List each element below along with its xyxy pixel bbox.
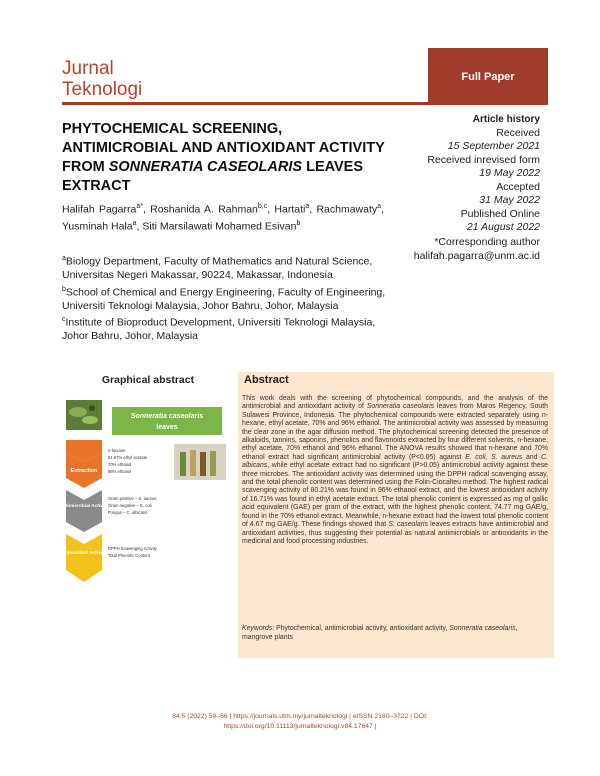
revised-label: Received inrevised form bbox=[427, 153, 540, 166]
author-mark: a bbox=[132, 219, 137, 227]
published-label: Published Online bbox=[460, 207, 540, 220]
revised-date: 19 May 2022 bbox=[479, 167, 540, 179]
corresponding-author bbox=[340, 236, 540, 263]
antimicrobial-item: Gram negative – E. coli bbox=[108, 503, 152, 508]
keywords-species: Sonneratia caseolaris bbox=[449, 625, 516, 632]
footer-line1[interactable]: 84:5 (2022) 59–66 | https://journals.utm.my/jurnalteknologi | eISSN 2180–3722 | DOI: bbox=[172, 713, 428, 720]
abstract-italic: Sonneratia caseolaris bbox=[366, 403, 435, 411]
author-mark: b bbox=[296, 219, 301, 227]
title-part3: LEAVES EXTRACT bbox=[62, 159, 364, 194]
keywords-label: Keywords bbox=[242, 625, 273, 632]
author: Hartati bbox=[274, 203, 306, 216]
extraction-label: Extraction bbox=[70, 468, 98, 474]
author-mark: a bbox=[377, 203, 382, 210]
abstract-segment: This work deals with the screening of phytochemical compounds, and the analysis of the antimicrobial and antioxidant activity of bbox=[242, 395, 548, 411]
affiliation-text: School of Chemical and Energy Engineering, Faculty of Engineering, Universiti Teknologi Malaysia, Johor Bahru, Johor, Malaysia bbox=[62, 286, 386, 312]
corresponding-email[interactable]: halifah.pagarra@unm.ac.id bbox=[413, 249, 540, 262]
antimicrobial-item: Gram positive – S. aureus bbox=[108, 496, 157, 501]
graphical-abstract-figure bbox=[62, 390, 234, 590]
corresponding-label: *Corresponding author bbox=[434, 236, 540, 248]
accepted-label: Accepted bbox=[496, 180, 540, 193]
abstract-segment: and bbox=[522, 453, 542, 461]
graphical-abstract-heading: Graphical abstract bbox=[101, 374, 195, 386]
keywords-text: : Phytochemical, antimicrobial activity, antioxidant activity, bbox=[272, 625, 450, 632]
extraction-item: 96% ethanol bbox=[108, 469, 132, 474]
abstract-heading: Abstract bbox=[244, 374, 289, 386]
affiliation bbox=[62, 313, 392, 344]
author: Siti Marsilawati Mohamed Esivan bbox=[142, 220, 297, 232]
article-history bbox=[370, 113, 540, 235]
title-species: SONNERATIA CASEOLARIS bbox=[108, 159, 303, 175]
affiliation-mark: b bbox=[62, 285, 66, 293]
header-rule bbox=[62, 102, 428, 105]
abstract-segment: leaves extracts have antimicrobial and antioxidant activities, thus suggesting their potential as natural antimicrobials or antioxidants in the medicinal and food processing industries. bbox=[242, 521, 549, 545]
antioxidant-label: Antioxidant Activity bbox=[62, 551, 107, 556]
affiliation-mark: c bbox=[62, 316, 66, 323]
author-mark: a bbox=[305, 203, 310, 210]
species-line2: leaves bbox=[156, 424, 178, 431]
graphical-abstract bbox=[62, 390, 234, 590]
accepted-date: 31 May 2022 bbox=[479, 194, 540, 206]
published-date: 21 August 2022 bbox=[466, 221, 540, 233]
extraction-item: 70% ethanol bbox=[108, 462, 132, 467]
author: Halifah Pagarra bbox=[62, 203, 137, 216]
species-line1: Sonneratia caseolaris bbox=[130, 413, 204, 420]
abstract-segment: leaves from Maros Regency, South Sulawesi Province, Indonesia. The phytochemical compounds were extracted separately using n-hexane, ethyl acetate, 70% and 96% ethanol. The antimicrobial activity was assessed by measuring the clear zone in the agar diffusion method. The phytochemical screening detected the presence of alkaloids, tannins, saponins, phenolics and flavonoids extracted by four different solvents, n-hexane, ethyl acetate, 70% ethanol and 96% ethanol. The ANOVA results showed that n-hexane and 70% ethanol extract had significant antimicrobial activity (P<0.05) against bbox=[242, 403, 548, 461]
author: Yusminah Hala bbox=[62, 220, 133, 232]
abstract-italic: S. caseolaris bbox=[388, 521, 429, 529]
abstract-text bbox=[242, 395, 548, 546]
affiliation-text: Institute of Bioproduct Development, Universiti Teknologi Malaysia, Johor Bahru, Johor, Malaysia bbox=[62, 316, 376, 342]
antimicrobial-label: Antimicrobial Activity bbox=[62, 504, 109, 509]
paper-title bbox=[62, 120, 392, 196]
extraction-item: n-hexane bbox=[108, 448, 126, 453]
antimicrobial-item: Fungus – C. albicans bbox=[108, 510, 148, 515]
author: Roshanida A. Rahman bbox=[150, 203, 258, 216]
antioxidant-item: Total Phenolic Content bbox=[108, 553, 150, 558]
extraction-item: 91.67% ethyl acetate bbox=[108, 455, 148, 460]
journal-name-line1: Jurnal bbox=[62, 58, 114, 79]
abstract-segment: , while ethyl acetate extract had no significant (P>0.05) antimicrobial activity against these three microbes. The antioxidant activity was determined using the DPPH radical scavenging assay, and the total phenolic content was determined using the Folin-Ciocalteu method. The highest radical scavenging activity of 80.21% was found in 96% ethanol extract, and the lowest antioxidant activity of 16.71% was found in ethyl acetate extract. The total phenolic content is expressed as mg of gallic acid equivalent (GAE) per gram of the extract, with the highest phenolic content, 74.77 mg GAE/g, found in the 70% ethanol extract. Meanwhile, n-hexane extract had the lowest total phenolic content of 4.67 mg GAE/g. These findings showed that bbox=[242, 462, 548, 529]
leaf-photo bbox=[66, 400, 102, 430]
received-date: 15 September 2021 bbox=[447, 140, 540, 152]
antioxidant-item: DPPH Scavenging Activity bbox=[108, 546, 157, 551]
author-list: Halifah Pagarra$^{a*}$, Roshanida A. Rahman$^{b,c}$, Hartati$^a$, Rachmawaty$^a$, Yusminah Hala$^a$, Siti Marsilawati Mohamed Esivan$^b$ bbox=[62, 203, 384, 232]
title-part1: PHYTOCHEMICAL SCREENING, ANTIMICROBIAL AND ANTIOXIDANT ACTIVITY FROM bbox=[62, 121, 385, 175]
full-paper-badge: Full Paper bbox=[428, 48, 548, 105]
history-heading: Article history bbox=[472, 114, 540, 125]
affiliation-mark: a bbox=[62, 255, 66, 262]
page-footer bbox=[150, 712, 450, 732]
keywords-text: , mangrove plants bbox=[242, 625, 518, 641]
antimicrobial-arrow bbox=[66, 490, 102, 532]
journal-name-line2: Teknologi bbox=[62, 79, 143, 100]
author: Rachmawaty bbox=[316, 203, 378, 216]
antioxidant-arrow bbox=[66, 534, 102, 582]
footer-line2[interactable]: https://doi.org/10.11113/jurnalteknologi.v84.17647 | bbox=[223, 723, 377, 730]
extract-bottles-photo bbox=[174, 444, 226, 480]
author-mark: b,c bbox=[257, 203, 268, 210]
received-label: Received bbox=[496, 126, 540, 139]
keywords bbox=[242, 624, 548, 642]
affiliations bbox=[62, 252, 392, 344]
author-mark: a* bbox=[136, 203, 143, 210]
abstract-italic: E. coli, S. aureus bbox=[465, 453, 523, 461]
abstract-italic: C. albicans bbox=[242, 453, 548, 470]
journal-logo bbox=[62, 58, 142, 100]
affiliation-text: Biology Department, Faculty of Mathematics and Natural Science, Universitas Negeri Makassar, 90224, Makassar, Indonesia bbox=[62, 255, 373, 281]
affiliation bbox=[62, 283, 392, 314]
